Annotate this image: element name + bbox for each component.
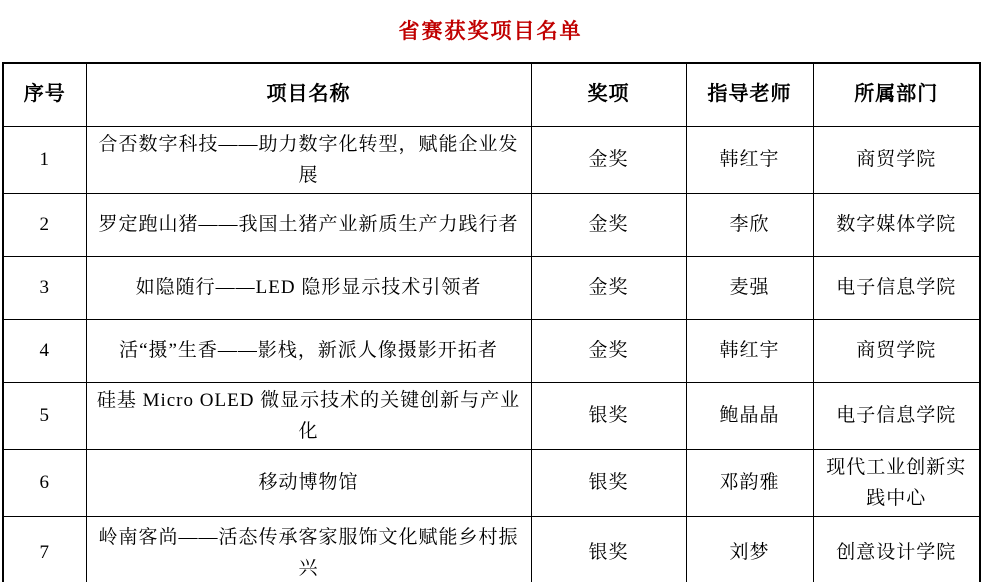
table-row — [3, 382, 980, 449]
cell-teacher: 麦强 — [686, 256, 813, 319]
cell-project-name: 活“摄”生香——影栈，新派人像摄影开拓者 — [86, 319, 531, 382]
cell-award: 银奖 — [531, 516, 686, 582]
header-no: 序号 — [3, 63, 86, 126]
table-row — [3, 256, 980, 319]
cell-award: 金奖 — [531, 193, 686, 256]
table-row — [3, 449, 980, 516]
table-row — [3, 126, 980, 193]
cell-award: 银奖 — [531, 449, 686, 516]
cell-department: 电子信息学院 — [813, 256, 980, 319]
cell-no: 4 — [3, 319, 86, 382]
cell-department: 商贸学院 — [813, 319, 980, 382]
table-row — [3, 319, 980, 382]
cell-award: 金奖 — [531, 126, 686, 193]
cell-no: 6 — [3, 449, 86, 516]
cell-teacher: 李欣 — [686, 193, 813, 256]
cell-no: 3 — [3, 256, 86, 319]
cell-project-name: 罗定跑山猪——我国土猪产业新质生产力践行者 — [86, 193, 531, 256]
cell-no: 1 — [3, 126, 86, 193]
header-teacher: 指导老师 — [686, 63, 813, 126]
cell-teacher: 鲍晶晶 — [686, 382, 813, 449]
cell-department: 商贸学院 — [813, 126, 980, 193]
cell-department: 现代工业创新实践中心 — [813, 449, 980, 516]
table-row — [3, 193, 980, 256]
cell-teacher: 韩红宇 — [686, 319, 813, 382]
cell-project-name: 移动博物馆 — [86, 449, 531, 516]
header-award: 奖项 — [531, 63, 686, 126]
page-title: 省赛获奖项目名单 — [398, 19, 583, 43]
cell-award: 银奖 — [531, 382, 686, 449]
table-header-row — [3, 63, 980, 126]
cell-teacher: 邓韵雅 — [686, 449, 813, 516]
cell-department: 创意设计学院 — [813, 516, 980, 582]
cell-no: 5 — [3, 382, 86, 449]
cell-award: 金奖 — [531, 319, 686, 382]
cell-department: 数字媒体学院 — [813, 193, 980, 256]
cell-teacher: 刘梦 — [686, 516, 813, 582]
cell-department: 电子信息学院 — [813, 382, 980, 449]
cell-award: 金奖 — [531, 256, 686, 319]
cell-project-name: 硅基 Micro OLED 微显示技术的关键创新与产业化 — [86, 382, 531, 449]
table-row — [3, 516, 980, 582]
header-department: 所属部门 — [813, 63, 980, 126]
cell-no: 2 — [3, 193, 86, 256]
cell-project-name: 岭南客尚——活态传承客家服饰文化赋能乡村振兴 — [86, 516, 531, 582]
cell-teacher: 韩红宇 — [686, 126, 813, 193]
cell-no: 7 — [3, 516, 86, 582]
header-project-name: 项目名称 — [86, 63, 531, 126]
cell-project-name: 合否数字科技——助力数字化转型，赋能企业发展 — [86, 126, 531, 193]
award-projects-table — [2, 62, 981, 582]
cell-project-name: 如隐随行——LED 隐形显示技术引领者 — [86, 256, 531, 319]
